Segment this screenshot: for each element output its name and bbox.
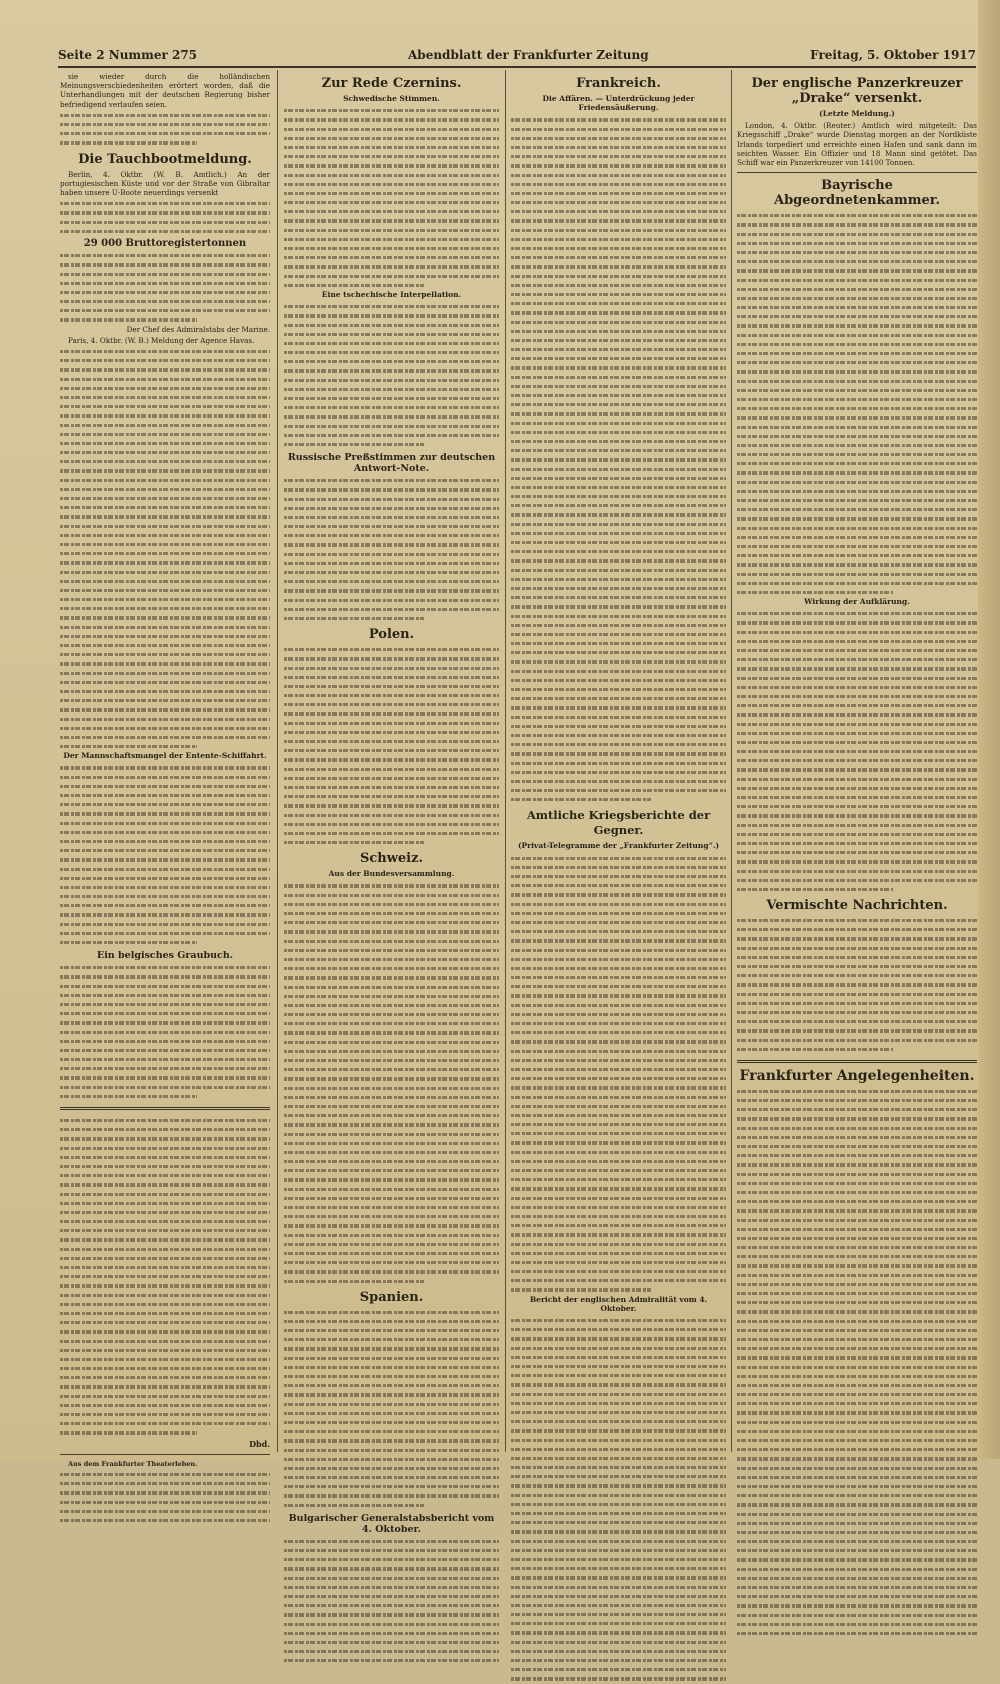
headline-bulgarien: Bulgarischer Generalstabsbericht vom 4. Oktober. <box>288 1512 495 1535</box>
headline-aufklaerung: Wirkung der Aufklärung. <box>804 597 910 607</box>
paragraph-drake: London, 4. Oktbr. (Reuter.) Amtlich wird mitgeteilt: Das Kriegsschiff „Drake“ wurde Dienstag morgen an der Nordküste Irlands torpediert und erreichte einen Hafen und sank dann im seichten Wasser. Ein Offizier und 18 Mann sind getötet. Das Schiff war ein Panzerkreuzer von 14100 Tonnen. <box>737 121 977 168</box>
header-date: Freitag, 5. Oktober 1917 <box>810 48 976 62</box>
column-rule <box>731 70 732 1452</box>
headline-russische-presse: Russische Preßstimmen zur deutschen Antwort-Note. <box>287 452 496 475</box>
signature-admiralstab: Der Chef des Admiralstabs der Marine. <box>126 324 270 334</box>
paragraph-paris: Paris, 4. Oktbr. (W. B.) Meldung der Agence Havas. <box>68 335 255 345</box>
subhead-schweiz: Aus der Bundesversammlung. <box>328 869 455 879</box>
headline-czernin: Zur Rede Czernins. <box>321 76 462 91</box>
page-edge <box>978 0 1000 1459</box>
article-intro: sie wieder durch die holländischen Meinungsverschiedenheiten erörtert worden, daß die Unterhandlungen mit der deutschen Regierung bisher befriedigend verlaufen seien. <box>60 72 270 109</box>
headline-frankfurt: Frankfurter Angelegenheiten. <box>739 1067 975 1084</box>
header-page-number: Seite 2 Nummer 275 <box>58 48 198 62</box>
headline-frankreich: Frankreich. <box>576 76 661 91</box>
paragraph-tauchboot: Berlin, 4. Oktbr. (W. B. Amtlich.) An der portugiesischen Küste und vor der Straße von Gibraltar haben unsere U-Boote neuerdings versenkt <box>60 169 270 197</box>
header-masthead: Abendblatt der Frankfurter Zeitung <box>408 48 649 62</box>
theater-notice: Aus dem Frankfurter Theaterleben. <box>68 1459 198 1468</box>
headline-englische-admiralitaet: Bericht der englischen Admiralität vom 4. Oktober. <box>529 1294 708 1313</box>
column-rule <box>505 70 506 1452</box>
subhead-czernin: Schwedische Stimmen. <box>343 94 440 103</box>
column-1 <box>60 72 270 1468</box>
headline-bayern: Bayrische Abgeordnetenkammer. <box>774 178 940 209</box>
column-4 <box>737 72 977 1452</box>
page-header <box>58 44 976 68</box>
headline-interpellation: Eine tschechische Interpellation. <box>321 289 462 299</box>
signature-dbd: Dbd. <box>249 1438 270 1449</box>
headline-graubuch: Ein belgisches Graubuch. <box>96 950 234 962</box>
headline-vermischte: Vermischte Nachrichten. <box>766 898 948 914</box>
column-rule <box>277 70 278 1452</box>
subhead-frankreich: Die Affären. — Unterdrückung jeder Friedensäußerung. <box>542 94 695 113</box>
headline-spanien: Spanien. <box>359 1289 424 1305</box>
headline-drake: Der englische Panzerkreuzer „Drake“ versenkt. <box>751 76 963 106</box>
headline-schweiz: Schweiz. <box>359 851 424 867</box>
column-2 <box>284 72 499 1535</box>
subhead-kriegsberichte: (Privat-Telegramme der „Frankfurter Zeitung“.) <box>517 841 720 851</box>
headline-mannschaft: Der Mannschaftsmangel der Entente-Schiffahrt. <box>63 751 267 761</box>
subhead-drake: (Letzte Meldung.) <box>819 109 895 118</box>
headline-polen: Polen. <box>368 627 415 643</box>
headline-tauchboot: Die Tauchbootmeldung. <box>78 151 252 167</box>
column-3 <box>511 72 726 1452</box>
tonnage-figure: 29 000 Bruttoregistertonnen <box>83 237 247 249</box>
headline-kriegsberichte: Amtliche Kriegsberichte der Gegner. <box>526 808 711 838</box>
